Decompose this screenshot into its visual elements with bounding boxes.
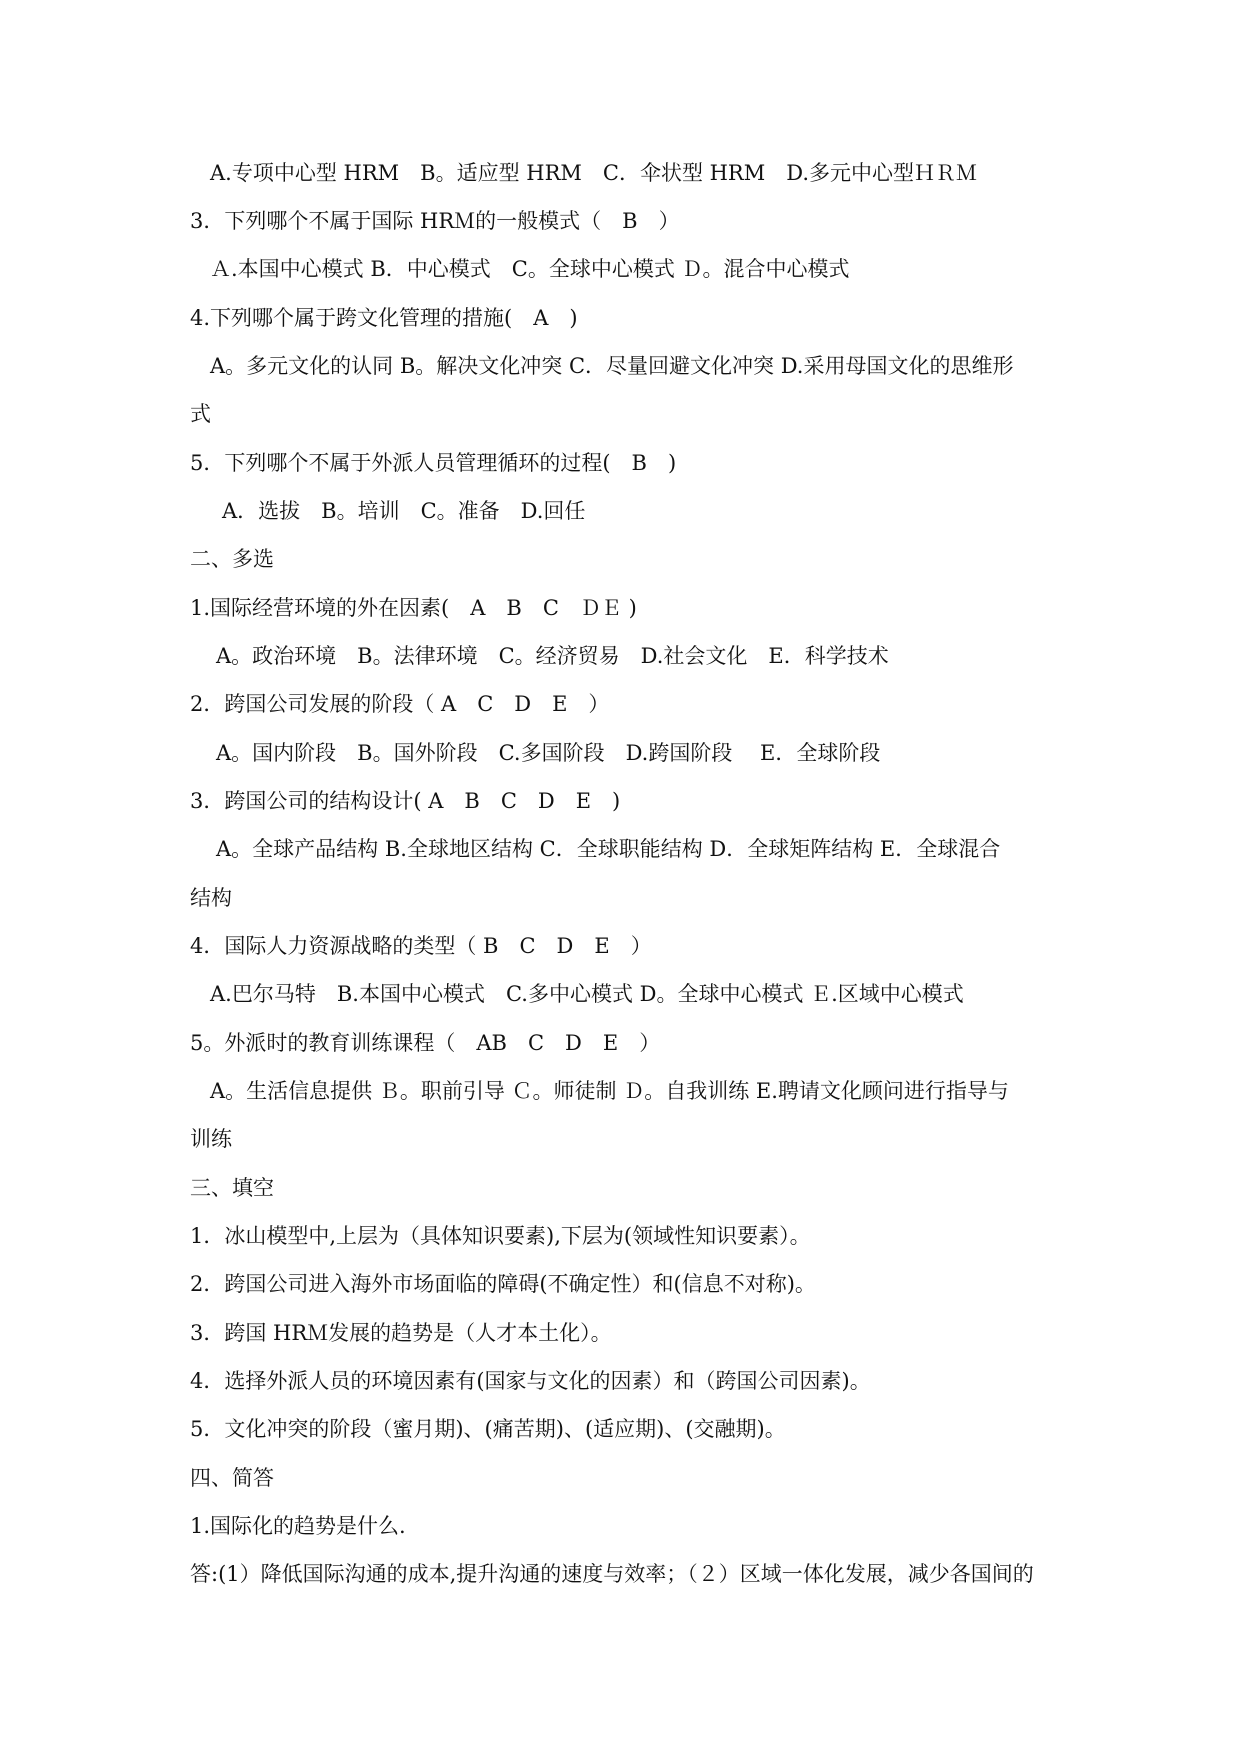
section-heading-fill-in: 三、填空	[190, 1176, 274, 1200]
mc5-options-continued: 训练	[190, 1127, 232, 1151]
mc2-options: A。国内阶段 B。国外阶段 C.多国阶段 D.跨国阶段 E．全球阶段	[216, 741, 881, 765]
q4-question: 4.下列哪个属于跨文化管理的措施( A )	[190, 306, 578, 330]
mc3-question: 3．跨国公司的结构设计( A B C D E )	[190, 789, 621, 813]
q5-options: A．选拔 B。培训 C。准备 D.回任	[222, 499, 586, 523]
mc4-options: A.巴尔马特 B.本国中心模式 C.多中心模式 D。全球中心模式 Ｅ.区域中心模式	[210, 982, 964, 1006]
fill4: 4．选择外派人员的环境因素有(国家与文化的因素）和（跨国公司因素)。	[190, 1369, 871, 1393]
mc1-options: A。政治环境 B。法律环境 C。经济贸易 D.社会文化 E．科学技术	[216, 644, 889, 668]
fill3: 3．跨国 HRＭ发展的趋势是（人才本土化）。	[190, 1321, 612, 1345]
mc4-question: 4．国际人力资源战略的类型（ B C D E ）	[190, 934, 652, 958]
section-heading-multiple-choice: 二、多选	[190, 547, 274, 571]
mc5-options: A。生活信息提供 Ｂ。职前引导 Ｃ。师徒制 Ｄ。自我训练 E.聘请文化顾问进行指导与	[210, 1079, 1009, 1103]
fill5: 5．文化冲突的阶段（蜜月期)、(痛苦期)、(适应期)、(交融期)。	[190, 1417, 786, 1441]
q3-question: 3．下列哪个不属于国际 HRＭ的一般模式（ B ）	[190, 209, 680, 233]
fill1: 1．冰山模型中,上层为（具体知识要素),下层为(领域性知识要素）。	[190, 1224, 811, 1248]
q4-options: A。多元文化的认同 B。解决文化冲突 C．尽量回避文化冲突 D.采用母国文化的思维形	[210, 354, 1014, 378]
mc3-options: A。全球产品结构 B.全球地区结构 C．全球职能结构 D．全球矩阵结构 E．全球混合	[216, 837, 1001, 861]
section-heading-short-answer: 四、简答	[190, 1466, 274, 1490]
sa1-question: 1.国际化的趋势是什么.	[190, 1514, 406, 1538]
q5-question: 5．下列哪个不属于外派人员管理循环的过程( B )	[190, 451, 677, 475]
mc5-question: 5。外派时的教育训练课程（ AB C D E ）	[190, 1031, 661, 1055]
mc1-question: 1.国际经营环境的外在因素( A B C ＤＥ )	[190, 596, 637, 620]
fill2: 2．跨国公司进入海外市场面临的障碍(不确定性）和(信息不对称)。	[190, 1272, 816, 1296]
q4-options-continued: 式	[190, 402, 211, 426]
mc2-question: 2．跨国公司发展的阶段（ A C D E ）	[190, 692, 610, 716]
mc3-options-continued: 结构	[190, 886, 232, 910]
q2-options: A.专项中心型 HRM B。适应型 HRM C．伞状型 HRM D.多元中心型ＨＲＭ	[210, 161, 978, 185]
q3-options: Ａ.本国中心模式 B．中心模式 C。全球中心模式 Ｄ。混合中心模式	[210, 257, 850, 281]
sa1-answer: 答:(1）降低国际沟通的成本,提升沟通的速度与效率；（２）区域一体化发展，减少各国间的	[190, 1562, 1034, 1586]
